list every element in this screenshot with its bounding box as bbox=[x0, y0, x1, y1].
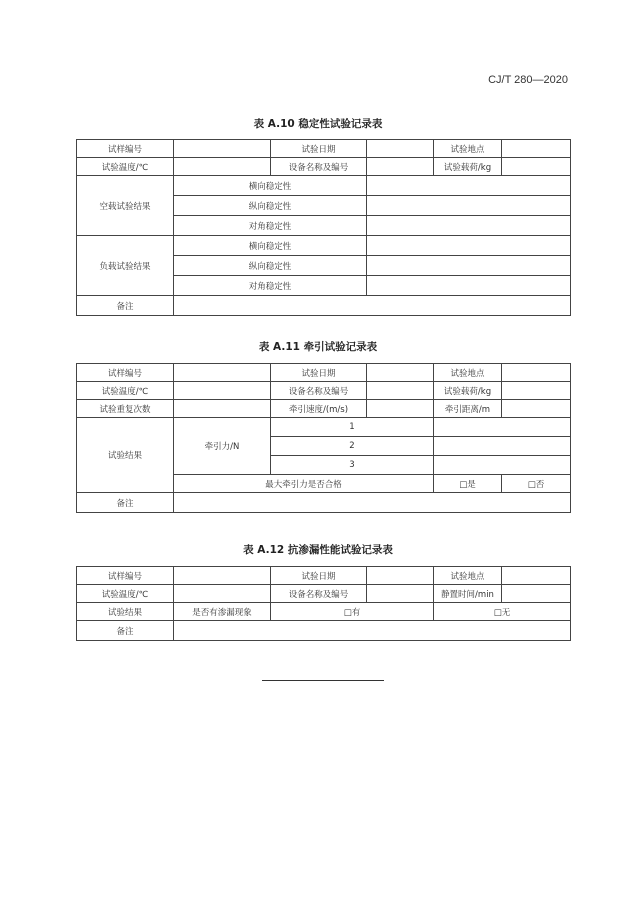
label-remarks: 备注 bbox=[77, 296, 174, 316]
force-row-1-value bbox=[434, 418, 571, 437]
label-sample-no: 试样编号 bbox=[77, 140, 174, 158]
label-test-site: 试验地点 bbox=[434, 567, 502, 585]
value-test-site bbox=[502, 140, 571, 158]
table-row bbox=[77, 236, 571, 256]
value-sample-no bbox=[174, 364, 271, 382]
value-remarks bbox=[174, 493, 571, 513]
table-row bbox=[77, 621, 571, 641]
value-test-load bbox=[502, 158, 571, 176]
value-test-load bbox=[502, 382, 571, 400]
label-test-result: 试验结果 bbox=[77, 418, 174, 493]
label-test-load: 试验载荷/kg bbox=[434, 158, 502, 176]
value-test-temp bbox=[174, 158, 271, 176]
label-repeat-count: 试验重复次数 bbox=[77, 400, 174, 418]
force-row-3-value bbox=[434, 456, 571, 475]
label-test-site: 试验地点 bbox=[434, 140, 502, 158]
label-remarks: 备注 bbox=[77, 621, 174, 641]
checkbox-have[interactable]: □有 bbox=[271, 603, 434, 621]
checkbox-no[interactable]: □否 bbox=[502, 475, 571, 493]
label-noload-result: 空载试验结果 bbox=[77, 176, 174, 236]
table-row bbox=[77, 176, 571, 196]
label-rest-time: 静置时间/min bbox=[434, 585, 502, 603]
label-equip-name: 设备名称及编号 bbox=[271, 382, 367, 400]
value-load-longitudinal bbox=[367, 256, 571, 276]
label-test-temp: 试验温度/℃ bbox=[77, 158, 174, 176]
label-test-site: 试验地点 bbox=[434, 364, 502, 382]
table-a10-caption: 表 A.10 稳定性试验记录表 bbox=[253, 118, 383, 130]
checkbox-none[interactable]: □无 bbox=[434, 603, 571, 621]
standard-code: CJ/T 280—2020 bbox=[488, 74, 568, 86]
label-load-lateral: 横向稳定性 bbox=[174, 236, 367, 256]
label-test-result: 试验结果 bbox=[77, 603, 174, 621]
label-test-load: 试验载荷/kg bbox=[434, 382, 502, 400]
value-equip-name bbox=[367, 158, 434, 176]
label-test-temp: 试验温度/℃ bbox=[77, 585, 174, 603]
label-load-diagonal: 对角稳定性 bbox=[174, 276, 367, 296]
table-row bbox=[77, 400, 571, 418]
label-noload-diagonal: 对角稳定性 bbox=[174, 216, 367, 236]
value-test-date bbox=[367, 364, 434, 382]
value-remarks bbox=[174, 621, 571, 641]
value-sample-no bbox=[174, 567, 271, 585]
table-row bbox=[77, 603, 571, 621]
label-tow-force: 牵引力/N bbox=[174, 418, 271, 475]
table-row bbox=[77, 382, 571, 400]
label-test-temp: 试验温度/℃ bbox=[77, 382, 174, 400]
table-row bbox=[77, 418, 571, 437]
force-row-1-label: 1 bbox=[271, 418, 434, 437]
value-test-site bbox=[502, 567, 571, 585]
label-tow-distance: 牵引距离/m bbox=[434, 400, 502, 418]
label-test-date: 试验日期 bbox=[271, 364, 367, 382]
table-row bbox=[77, 158, 571, 176]
value-test-date bbox=[367, 140, 434, 158]
traction-test-table bbox=[76, 363, 571, 513]
leakage-test-table bbox=[76, 566, 571, 641]
label-noload-longitudinal: 纵向稳定性 bbox=[174, 196, 367, 216]
label-max-force-ok: 最大牵引力是否合格 bbox=[174, 475, 434, 493]
value-tow-speed bbox=[367, 400, 434, 418]
stability-test-table bbox=[76, 139, 571, 316]
table-row bbox=[77, 296, 571, 316]
table-row bbox=[77, 493, 571, 513]
label-noload-lateral: 横向稳定性 bbox=[174, 176, 367, 196]
value-tow-distance bbox=[502, 400, 571, 418]
label-remarks: 备注 bbox=[77, 493, 174, 513]
value-repeat-count bbox=[174, 400, 271, 418]
value-equip-name bbox=[367, 585, 434, 603]
label-test-date: 试验日期 bbox=[271, 140, 367, 158]
label-test-date: 试验日期 bbox=[271, 567, 367, 585]
table-row bbox=[77, 364, 571, 382]
end-rule bbox=[262, 680, 384, 681]
label-load-result: 负载试验结果 bbox=[77, 236, 174, 296]
value-noload-lateral bbox=[367, 176, 571, 196]
force-row-3-label: 3 bbox=[271, 456, 434, 475]
value-test-site bbox=[502, 364, 571, 382]
value-sample-no bbox=[174, 140, 271, 158]
value-test-temp bbox=[174, 382, 271, 400]
table-a11-caption: 表 A.11 牵引试验记录表 bbox=[258, 341, 378, 353]
value-remarks bbox=[174, 296, 571, 316]
value-test-date bbox=[367, 567, 434, 585]
force-row-2-label: 2 bbox=[271, 437, 434, 456]
value-load-lateral bbox=[367, 236, 571, 256]
value-load-diagonal bbox=[367, 276, 571, 296]
checkbox-yes[interactable]: □是 bbox=[434, 475, 502, 493]
value-equip-name bbox=[367, 382, 434, 400]
table-row bbox=[77, 140, 571, 158]
label-equip-name: 设备名称及编号 bbox=[271, 158, 367, 176]
table-a12-caption: 表 A.12 抗渗漏性能试验记录表 bbox=[243, 544, 393, 556]
value-test-temp bbox=[174, 585, 271, 603]
label-sample-no: 试样编号 bbox=[77, 364, 174, 382]
table-row bbox=[77, 567, 571, 585]
label-load-longitudinal: 纵向稳定性 bbox=[174, 256, 367, 276]
value-rest-time bbox=[502, 585, 571, 603]
label-equip-name: 设备名称及编号 bbox=[271, 585, 367, 603]
force-row-2-value bbox=[434, 437, 571, 456]
label-tow-speed: 牵引速度/(m/s) bbox=[271, 400, 367, 418]
value-noload-diagonal bbox=[367, 216, 571, 236]
label-sample-no: 试样编号 bbox=[77, 567, 174, 585]
table-row bbox=[77, 585, 571, 603]
value-noload-longitudinal bbox=[367, 196, 571, 216]
label-leak-observed: 是否有渗漏现象 bbox=[174, 603, 271, 621]
